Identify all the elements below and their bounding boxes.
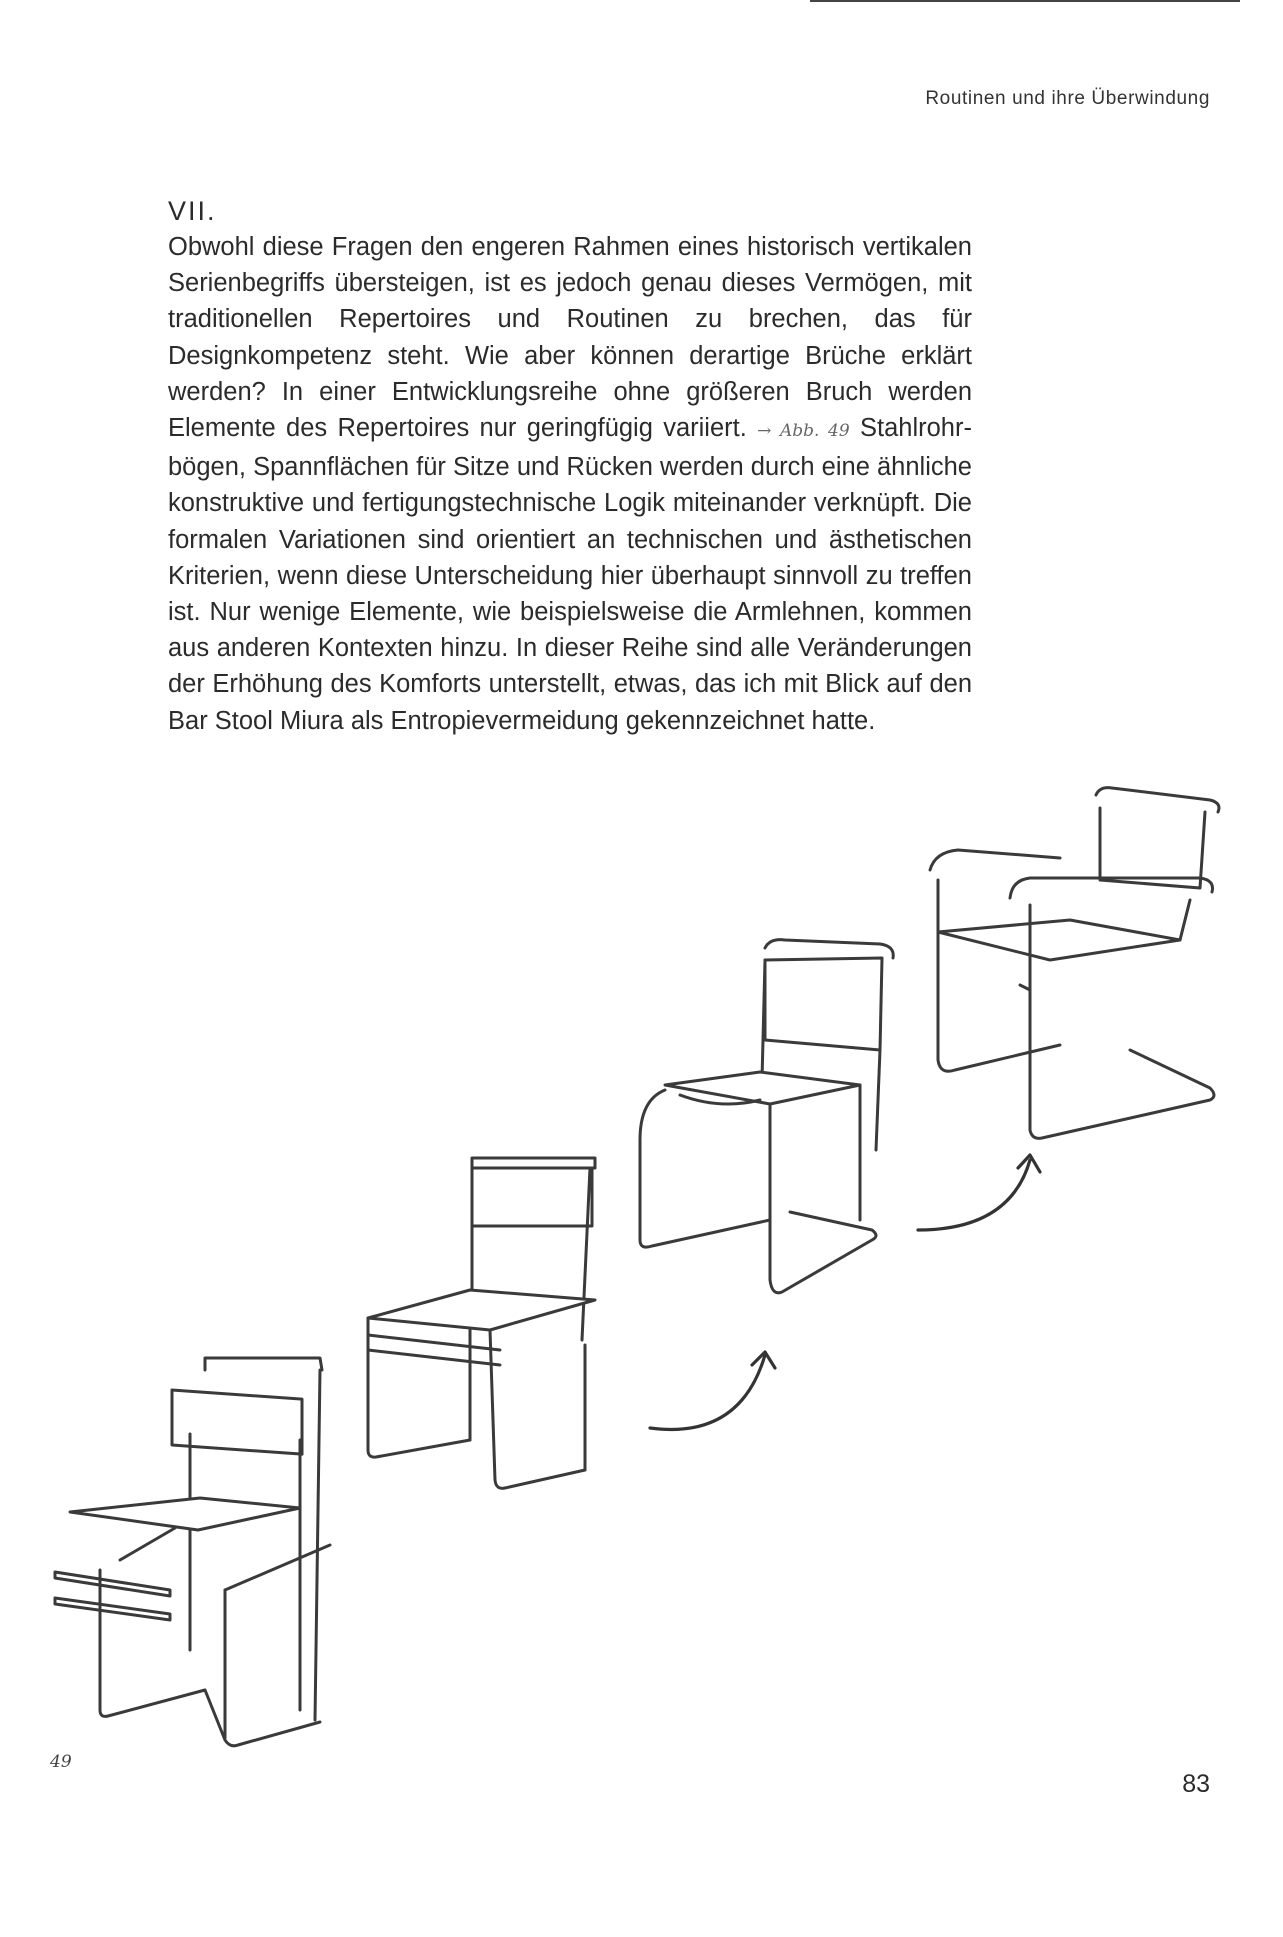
running-header: Routinen und ihre Überwindung — [925, 88, 1210, 109]
figure-cross-reference[interactable]: → Abb. 49 — [757, 421, 850, 442]
body-paragraph — [168, 229, 972, 739]
header-rule — [810, 0, 1240, 2]
progression-arrow-1 — [650, 1352, 775, 1429]
progression-arrow-2 — [918, 1155, 1040, 1230]
chair-2-illustration — [368, 1158, 595, 1488]
body-text-part-2: Stahlrohrbögen, Spannflächen für Sitze und Rücken werden durch eine ähnliche konstruktive und fertigungstechnische Logik miteinander verknüpft. Die formalen Variationen sind orientiert an technischen und ästhetischen Kriterien, wenn diese Unterscheidung hier überhaupt sinnvoll zu treffen ist. Nur wenige Elemente, wie beispielsweise die Armlehnen, kommen aus anderen Kontexten hinzu. In dieser Reihe sind alle Veränderungen der Erhöhung des Komforts unterstellt, etwas, das ich mit Blick auf den Bar Stool Miura als Entropievermeidung gekennzeichnet hatte. — [168, 414, 972, 735]
chair-evolution-figure — [0, 780, 1283, 1760]
chair-1-illustration — [55, 1358, 330, 1746]
chair-4-illustration — [930, 788, 1219, 1139]
section-heading: VII. — [168, 196, 217, 226]
chair-3-illustration — [640, 940, 893, 1293]
page-number: 83 — [1182, 1770, 1210, 1798]
body-text-part-1: Obwohl diese Fragen den engeren Rahmen eines historisch vertikalen Serienbegriffs übersteigen, ist es jedoch genau dieses Vermögen, mit traditionellen Repertoires und Routinen zu brechen, das für Designkompetenz steht. Wie aber können derartige Brüche erklärt werden? In einer Entwicklungsreihe ohne größeren Bruch werden Elemente des Repertoires nur geringfügig variiert. — [168, 233, 972, 443]
figure-number: 49 — [50, 1752, 72, 1772]
